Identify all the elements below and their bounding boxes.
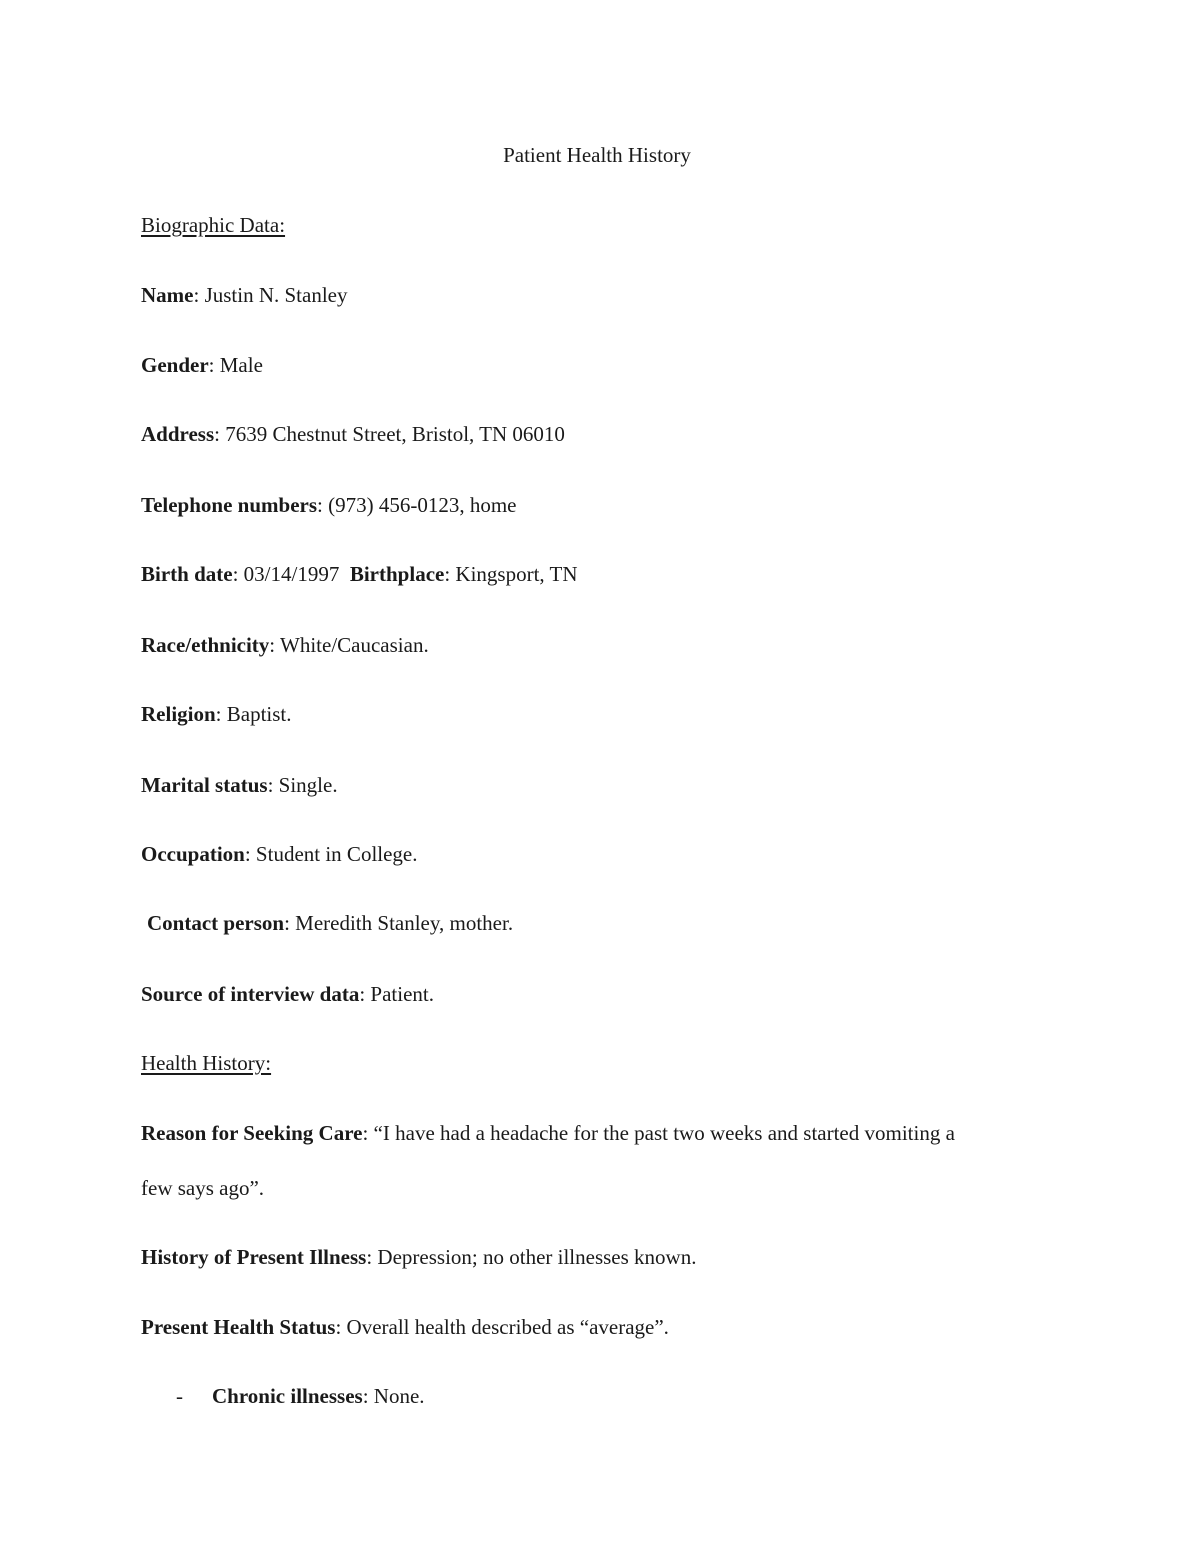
birthplace-value: : Kingsport, TN bbox=[444, 562, 578, 586]
address-label: Address bbox=[141, 422, 215, 446]
name-label: Name bbox=[141, 283, 194, 307]
biographic-data-heading: Biographic Data: bbox=[141, 213, 286, 237]
chronic-value: : None. bbox=[362, 1384, 425, 1408]
occupation-value: : Student in College. bbox=[244, 842, 418, 866]
health-history-heading: Health History: bbox=[141, 1051, 272, 1075]
birthplace-label: Birthplace bbox=[349, 562, 445, 586]
telephone-value: : (973) 456-0123, home bbox=[317, 493, 517, 517]
reason-label: Reason for Seeking Care bbox=[141, 1121, 363, 1145]
race-field bbox=[141, 632, 429, 658]
contact-field bbox=[147, 910, 513, 936]
source-label: Source of interview data bbox=[141, 982, 360, 1006]
source-value: : Patient. bbox=[359, 982, 434, 1006]
religion-field bbox=[141, 701, 292, 727]
present-status-value: : Overall health described as “average”. bbox=[335, 1315, 669, 1339]
telephone-field bbox=[141, 492, 517, 518]
race-label: Race/ethnicity bbox=[141, 633, 270, 657]
reason-value-line2: few says ago”. bbox=[141, 1176, 265, 1200]
present-illness-value: : Depression; no other illnesses known. bbox=[366, 1245, 697, 1269]
reason-field-continued bbox=[141, 1175, 264, 1201]
present-illness-label: History of Present Illness bbox=[141, 1245, 367, 1269]
marital-value: : Single. bbox=[267, 773, 338, 797]
telephone-label: Telephone numbers bbox=[141, 493, 318, 517]
chronic-illnesses-field bbox=[212, 1383, 425, 1409]
religion-label: Religion bbox=[141, 702, 216, 726]
present-status-label: Present Health Status bbox=[141, 1315, 336, 1339]
gender-value: : Male bbox=[208, 353, 263, 377]
gender-field bbox=[141, 352, 263, 378]
reason-value-line1: : “I have had a headache for the past two weeks and started vomiting a bbox=[362, 1121, 955, 1145]
marital-field bbox=[141, 772, 338, 798]
name-field bbox=[141, 282, 348, 308]
page-title: Patient Health History bbox=[503, 143, 691, 167]
contact-value: : Meredith Stanley, mother. bbox=[284, 911, 514, 935]
occupation-field bbox=[141, 841, 418, 867]
address-field bbox=[141, 421, 565, 447]
list-dash: - bbox=[176, 1384, 183, 1408]
source-field bbox=[141, 981, 434, 1007]
birth-date-value: : 03/14/1997 bbox=[232, 562, 350, 586]
reason-field bbox=[141, 1120, 955, 1146]
address-value: : 7639 Chestnut Street, Bristol, TN 06010 bbox=[214, 422, 565, 446]
present-illness-field bbox=[141, 1244, 696, 1270]
religion-value: : Baptist. bbox=[215, 702, 292, 726]
occupation-label: Occupation bbox=[141, 842, 245, 866]
birth-date-label: Birth date bbox=[141, 562, 233, 586]
marital-label: Marital status bbox=[141, 773, 268, 797]
chronic-label: Chronic illnesses bbox=[212, 1384, 363, 1408]
birth-field bbox=[141, 561, 578, 587]
contact-label: Contact person bbox=[147, 911, 285, 935]
name-value: : Justin N. Stanley bbox=[193, 283, 348, 307]
gender-label: Gender bbox=[141, 353, 209, 377]
present-status-field bbox=[141, 1314, 669, 1340]
race-value: : White/Caucasian. bbox=[269, 633, 429, 657]
